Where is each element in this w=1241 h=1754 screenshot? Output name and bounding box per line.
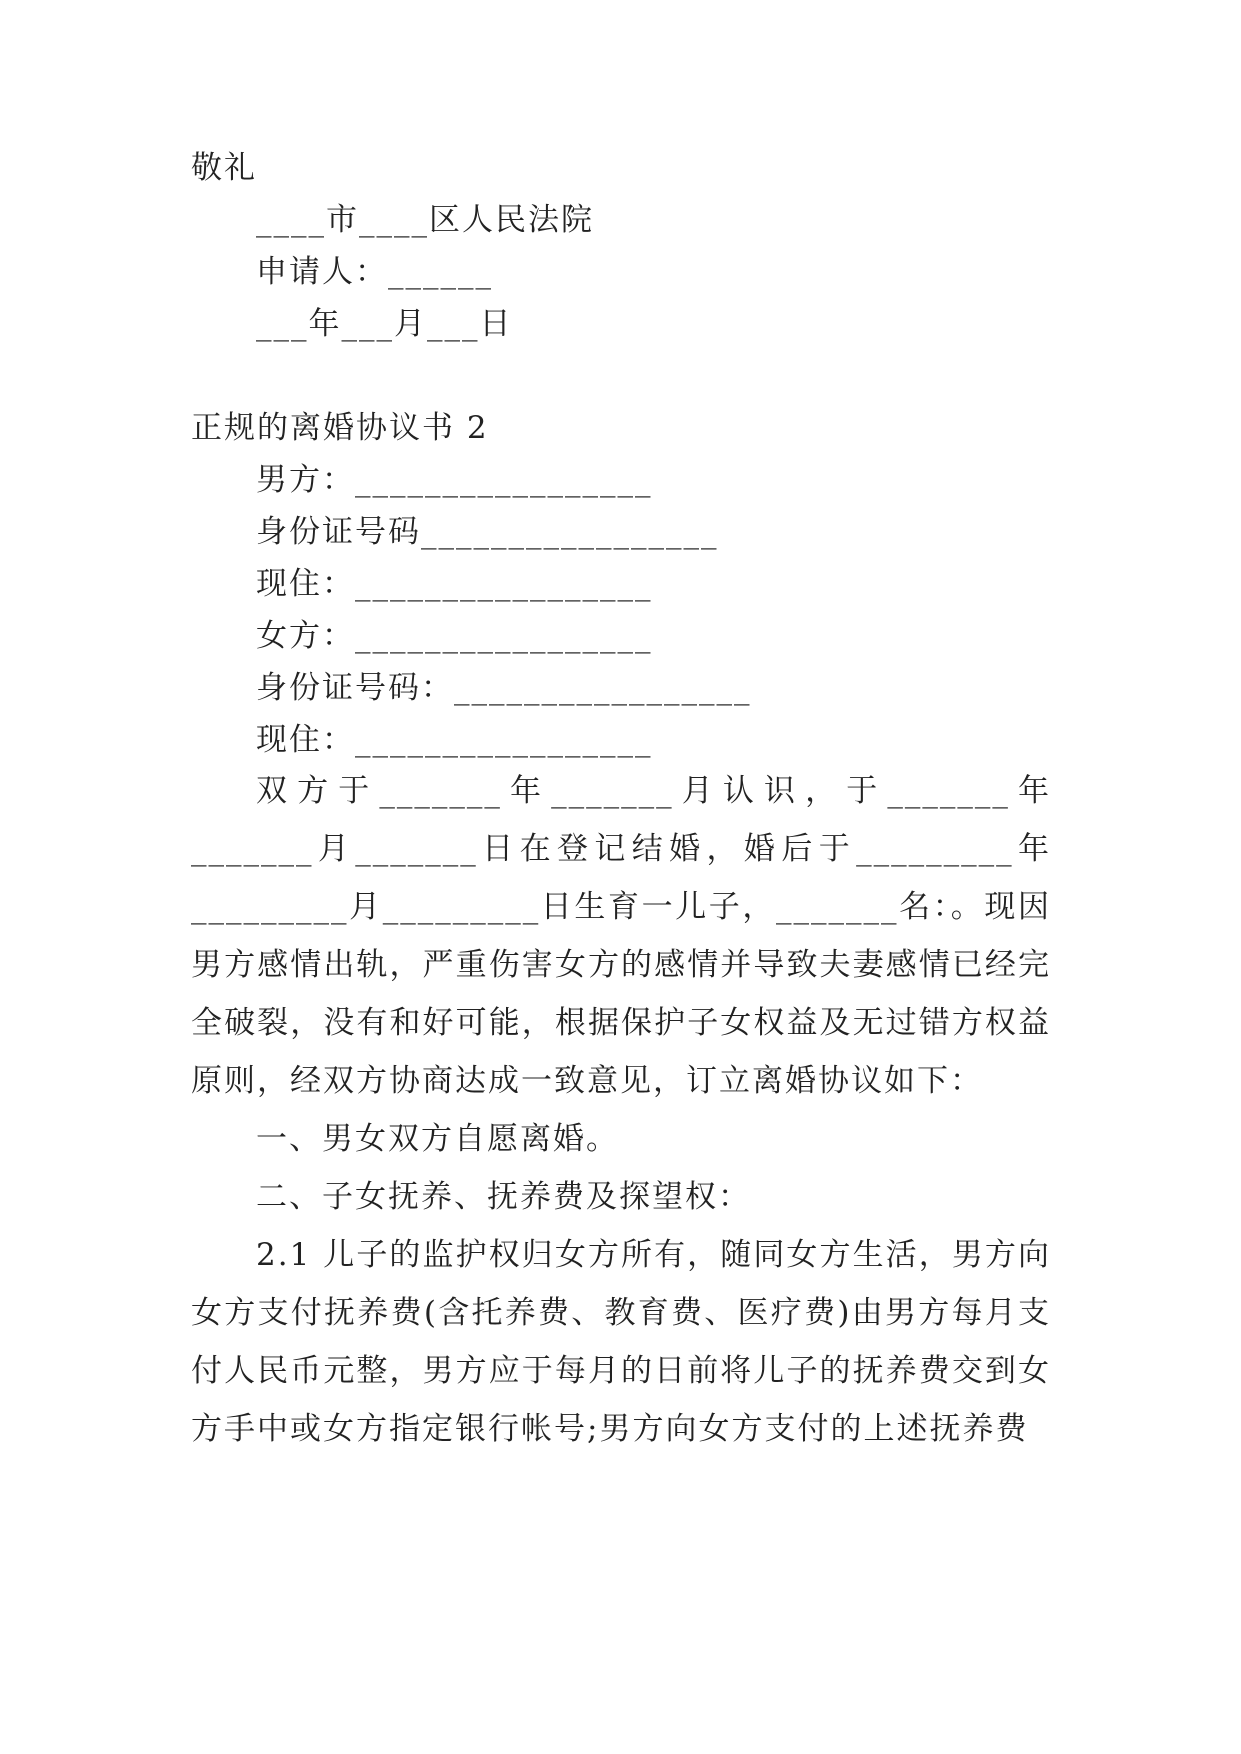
document-title: 正规的离婚协议书 2 (191, 410, 489, 446)
woman-name-line: 女方：_________________ (256, 618, 653, 654)
intro-paragraph: 双方于_______年_______月认识，于_______年_______月_______日在登记结婚，婚后于_________年_________月_________日生育一儿子，_______名：。现因男方感情出轨，严重伤害女方的感情并导致夫妻感情已经完全破裂，没有和好可能，根据保护子女权益及无过错方权益原则，经双方协商达成一致意见，订立离婚协议如下： (191, 773, 1051, 1099)
woman-address-line: 现住：_________________ (256, 722, 653, 758)
clause-2: 二、子女抚养、抚养费及探望权： (256, 1179, 751, 1215)
agreement-body (191, 762, 1051, 1458)
woman-id-line: 身份证号码：_________________ (256, 670, 752, 706)
applicant-line: 申请人：______ (256, 254, 493, 290)
date-line: ___年___月___日 (256, 306, 513, 342)
court-line: ____市____区人民法院 (256, 202, 594, 238)
man-id-line: 身份证号码_________________ (256, 514, 719, 550)
clause-2-1: 2.1 儿子的监护权归女方所有，随同女方生活，男方向女方支付抚养费(含托养费、教育费、医疗费)由男方每月支付人民币元整，男方应于每月的日前将儿子的抚养费交到女方手中或女方指定银行帐号;男方向女方支付的上述抚养费 (191, 1237, 1051, 1447)
man-address-line: 现住：_________________ (256, 566, 653, 602)
salutation: 敬礼 (191, 150, 257, 186)
clause-1: 一、男女双方自愿离婚。 (256, 1121, 619, 1157)
man-name-line: 男方：_________________ (256, 462, 653, 498)
